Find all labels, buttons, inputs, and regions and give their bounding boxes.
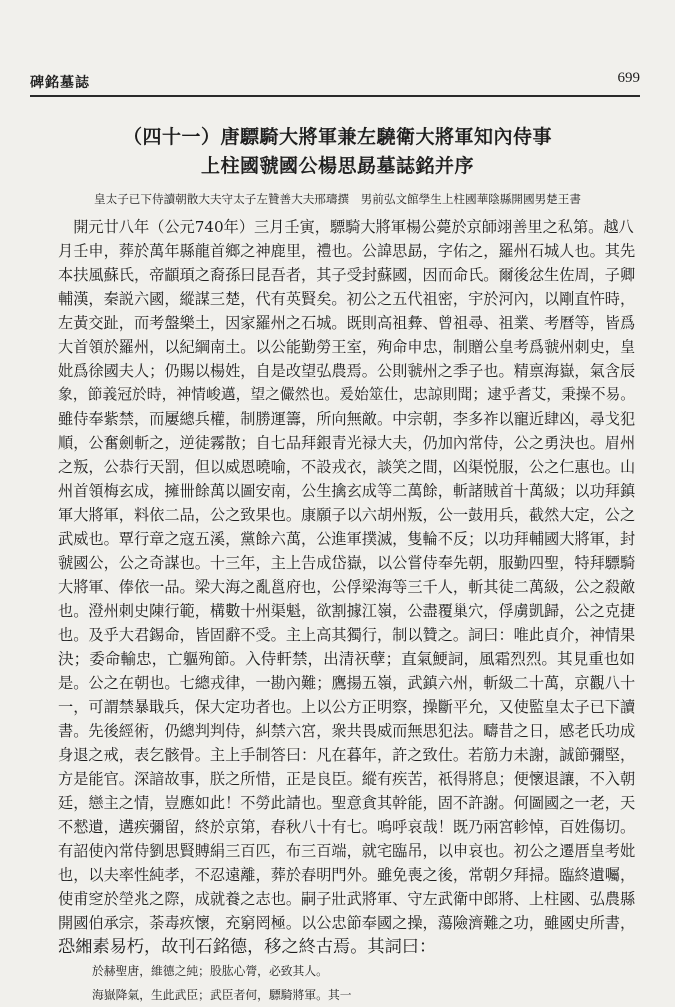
body-line: 也，以夫率性純孝，不忍遠離，葬於春明門外。雖免喪之後，常朝夕拜掃。臨終遺囑， (58, 866, 636, 884)
article-title-line-1: （四十一）唐驃騎大將軍兼左驍衛大將軍知內侍事 (122, 126, 552, 148)
body-line: 雖侍奉紫禁，而屢總兵權，制勝運籌，所向無敵。中宗朝，李多祚以寵近肆凶，尋戈犯 (58, 410, 636, 428)
body-line: 開元廿八年（公元740年）三月壬寅，驃騎大將軍楊公薨於京師翊善里之私第。越八 (58, 218, 634, 236)
body-line: 不憖遺，遘疾彌留，終於京第，春秋八十有七。嗚呼哀哉！既乃兩宮軫悼，百姓傷切。 (58, 818, 636, 836)
verse-line: 於赫聖唐，維德之純；股肱心膂，必致其人。 (92, 964, 328, 978)
body-line: 之叛，公恭行天罰，但以威恩曉喻，不設戎衣，談笑之間，凶渠悦服，公之仁惠也。山 (58, 458, 636, 476)
body-line: 身退之戒，表乞骸骨。主上手制答曰：凡在暮年，許之致仕。若筋力未謝，誠節彌堅， (58, 746, 636, 764)
body-line: 使甫窆於塋兆之際，成就養之志也。嗣子壯武將軍、守左武衛中郎將、上柱國、弘農縣 (58, 890, 636, 908)
body-line: 大首領於羅州，以紀綱南土。以公能勤勞王室，殉命申忠，制贈公皇考爲虢州刺史，皇 (58, 338, 636, 356)
body-line: 也。澄州刺史陳行範，構數十州渠魁，欲割據江嶺，公盡覆巢穴，俘虜凱歸，公之克捷 (58, 602, 636, 620)
body-line: 一，可謂禁暴戢兵，保大定功者也。上以公方正明察，操斷平允，又使監皇太子已下讀 (58, 698, 636, 716)
page-number: 699 (617, 70, 640, 86)
body-line: 決；委命輸忠，亡軀殉節。入侍軒禁，出清祆孽；直氣鯁詞，風霜烈烈。其見重也如 (58, 650, 635, 668)
running-title: 碑銘墓誌 (30, 75, 90, 91)
body-line: 左黃交趾，而考盤樂土，因家羅州之石城。既則高祖彜、曾祖尋、祖業、考曆等，皆爲 (58, 314, 636, 332)
body-line: 順，公奮劍斬之，逆徒霧散；自七品拜銀青光禄大夫，仍加內常侍，公之勇決也。眉州 (58, 434, 636, 452)
body-line: 輔漢，秦説六國，縱謀三楚，代有英賢矣。初公之五代祖密，宇於河內，以剛直忤時， (58, 290, 636, 308)
body-line: 廷，戀主之情，豈應如此！不勞此請也。聖意貪其幹能，固不許謝。何圖國之一老，天 (58, 794, 636, 812)
body-line: 有詔使內常侍劉思賢賻絹三百匹，布三百端，就宅臨吊，以申哀也。初公之遷厝皇考妣 (58, 842, 636, 860)
body-line: 月壬申，葬於萬年縣龍首鄉之神鹿里，禮也。公諱思勗，字佑之，羅州石城人也。其先 (58, 242, 636, 260)
page-header (30, 70, 640, 94)
body-line: 也。及乎大君錫命，皆固辭不受。主上高其獨行，制以贊之。詞曰：唯此貞介，神情果 (58, 626, 636, 644)
body-line: 妣爲徐國夫人；仍賜以楊姓，自是改望弘農焉。公則虢州之季子也。精禀海嶽，氣含辰 (58, 362, 636, 380)
body-line: 象，節義冠於時，神情峻邁，望之儼然也。爰始筮仕，忠諒則聞；逮乎耆艾，秉操不易。 (58, 386, 636, 403)
header-rule (30, 95, 640, 97)
author-byline: 皇太子已下侍讀朝散大夫守太子左贊善大夫邢璹撰 男前弘文館學生上柱國華陰縣開國男楚王書 (94, 192, 581, 206)
body-line: 恐緗素易朽，故刊石銘德，移之終古焉。其詞曰： (58, 937, 437, 957)
body-line: 州首領梅玄成，擁卌餘萬以圖安南，公生擒玄成等二萬餘，斬諸賊首十萬級；以功拜鎮 (58, 482, 636, 500)
article-title-line-2: 上柱國虢國公楊思勗墓誌銘并序 (200, 155, 474, 177)
inscription-body (58, 215, 638, 1007)
body-line: 本扶風蘇氏，帝顓頊之裔孫曰昆吾者，其子受封蘇國，因而命氏。爾後忿生佐周，子卿 (58, 266, 636, 284)
body-line: 軍大將軍，料依二品，公之致果也。康願子以六胡州叛，公一鼓用兵，截然大定，公之 (58, 506, 636, 524)
body-line: 方是能官。深諳故事，朕之所惜，正是良臣。縱有疾苦，祇得將息；便懷退讓，不入朝 (58, 770, 636, 788)
body-line: 是。公之在朝也。七總戎律，一勘內難；鷹揚五嶺，武鎮六州，斬級二十萬，京觀八十 (58, 674, 636, 692)
body-line: 大將軍、俸依一品。梁大海之亂邕府也，公俘梁海等三千人，斬其徒二萬級，公之殺敵 (58, 578, 636, 596)
verse-line: 海嶽降氣，生此武臣；武臣者何，驃騎將軍。其一 (92, 988, 352, 1002)
body-line: 虢國公，公之奇謀也。十三年，主上告成岱嶽，以公嘗侍奉先朝，服勤四聖，特拜驃騎 (58, 554, 636, 572)
body-line: 書。先後經術，仍總判判侍，糾禁六宮，衆共畏威而無思犯法。疇昔之日，感老氏功成 (58, 722, 636, 740)
body-line: 武威也。覃行章之寇五溪，黨餘六萬，公進軍撲滅，隻輪不反；以功拜輔國大將軍，封 (58, 530, 636, 548)
body-line: 開國伯承宗，荼毒疚懷，充窮罔極。以公忠節奉國之操，蕩險濟難之功，雖國史所書， (58, 914, 636, 932)
